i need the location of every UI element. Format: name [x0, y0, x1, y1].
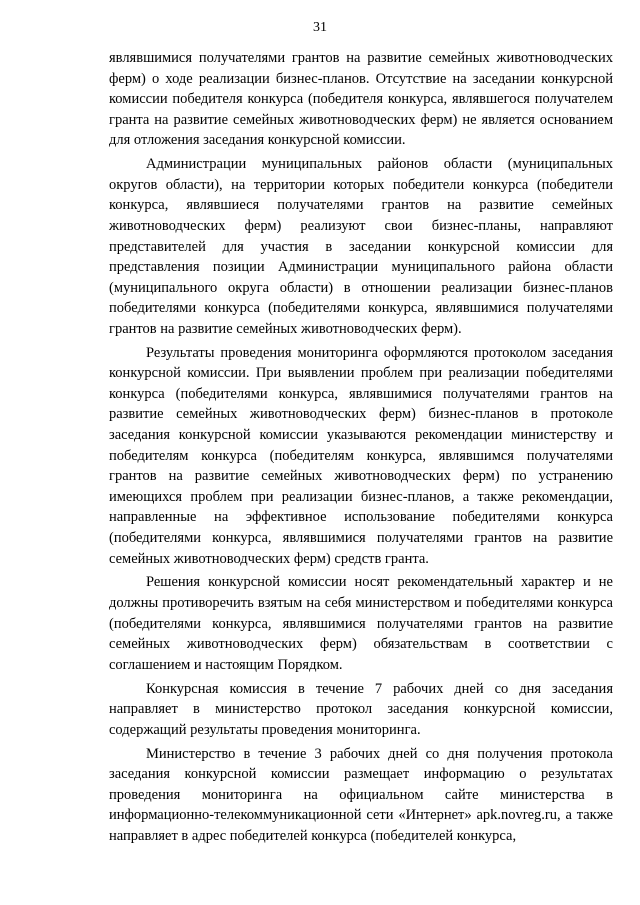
page-number: 31	[313, 20, 327, 35]
paragraph-ministry-publication: Министерство в течение 3 рабочих дней со дня получения протокола заседания конкурсной комиссии размещает информацию о результатах проведения мониторинга на официальном сайте министерства в информационно-телекоммуникационной сети «Интернет» apk.novreg.ru, а также направляет в адрес победителей конкурса (победителей конкурса,	[109, 745, 613, 844]
paragraph-protocol-submission: Конкурсная комиссия в течение 7 рабочих дней со дня заседания направляет в министерство протокол заседания конкурсной комиссии, содержащий результаты проведения мониторинга.	[109, 680, 613, 738]
paragraph-continuation: являвшимися получателями грантов на развитие семейных животноводческих ферм) о ходе реализации бизнес-планов. Отсутствие на заседании конкурсной комиссии победителя конкурса (победителя конкурса, являвшегося получателем гранта на развитие семейных животноводческих ферм) не является основанием для отложения заседания конкурсной комиссии.	[109, 50, 613, 149]
paragraph-municipal-administrations: Администрации муниципальных районов области (муниципальных округов области), на территории которых победители конкурса (победители конкурса, являвшиеся получателями грантов на развитие семейных животноводческих ферм) реализуют свои бизнес-планы, направляют представителей для участия в заседании конкурсной комиссии для представления позиции Администрации муниципального района области (муниципального округа области) в отношении реализации бизнес-планов победителями конкурса (победителями конкурса, являвшимися получателями грантов на развитие семейных животноводческих ферм).	[109, 156, 613, 337]
document-body	[109, 48, 613, 850]
paragraph-monitoring-results: Результаты проведения мониторинга оформляются протоколом заседания конкурсной комиссии. При выявлении проблем при реализации победителями конкурса (победителями конкурса, являвшимися получателями грантов на развитие семейных животноводческих ферм) бизнес-планов в протоколе заседания конкурсной комиссии указываются рекомендации министерству и победителям конкурса (победителям конкурса, являвшимся получателями грантов на развитие семейных животноводческих ферм) по устранению имеющихся проблем при реализации бизнес-планов, а также рекомендации, направленные на эффективное использование победителями конкурса (победителями конкурса, являвшимися получателями грантов на развитие семейных животноводческих ферм) средств гранта.	[109, 344, 613, 567]
paragraph-commission-decisions: Решения конкурсной комиссии носят рекомендательный характер и не должны противоречить взятым на себя министерством и победителями конкурса (победителями конкурса, являвшимися получателями грантов на развитие семейных животноводческих ферм) обязательствам в соответствии с соглашением и настоящим Порядком.	[109, 574, 613, 673]
